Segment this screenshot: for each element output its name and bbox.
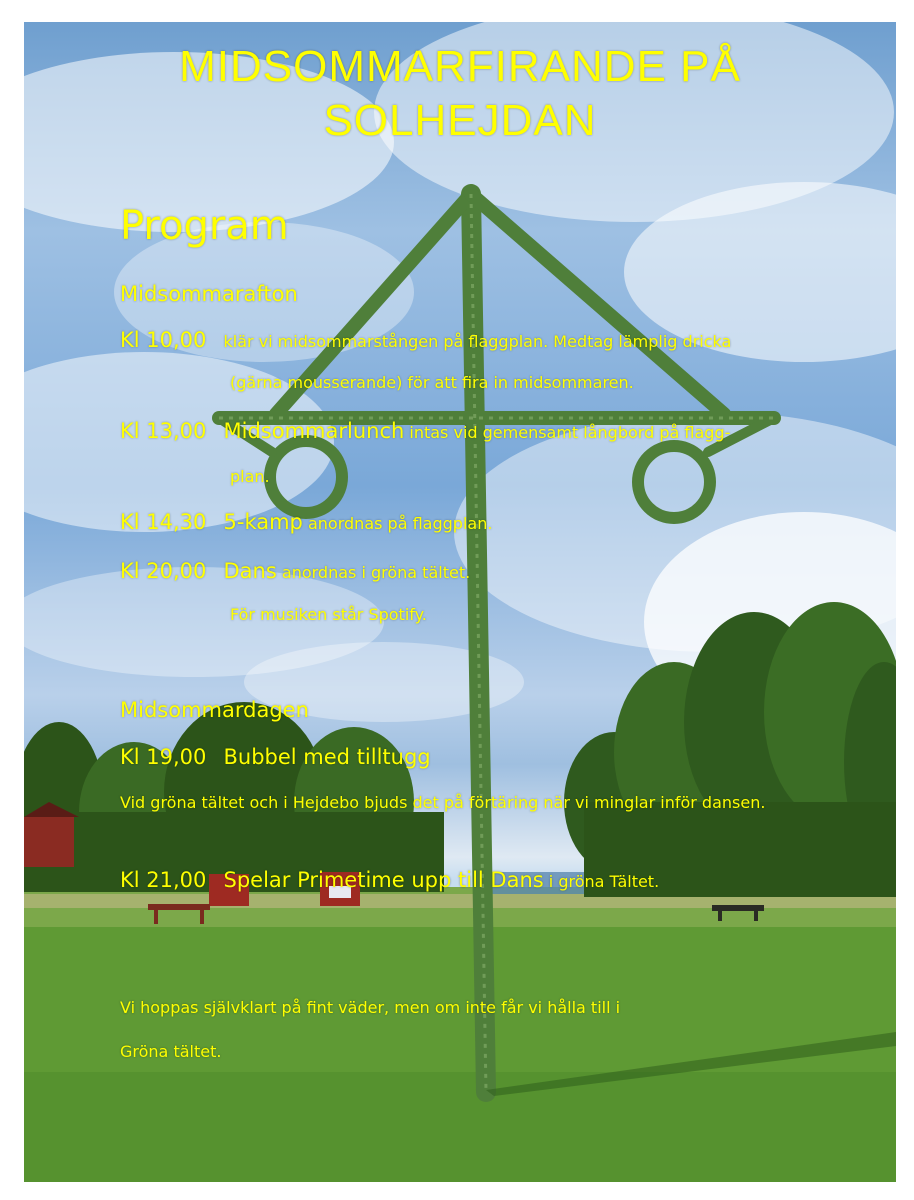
day-item-1-label: Bubbel med tilltugg	[223, 745, 431, 769]
eve-item-3-time: Kl 14,30	[120, 510, 207, 534]
eve-item-2-cont: plan.	[230, 467, 270, 486]
day-heading: Midsommardagen	[120, 698, 309, 722]
day-item-2	[120, 867, 659, 895]
closing-line-1: Vi hoppas självklart på fint väder, men om inte får vi hålla till i	[120, 998, 621, 1017]
eve-item-3-text: anordnas på flaggplan.	[307, 514, 493, 533]
poster-title	[24, 40, 896, 148]
eve-item-2-label: Midsommarlunch	[223, 419, 405, 443]
eve-item-4-label: Dans	[223, 559, 277, 583]
eve-item-3	[120, 509, 492, 537]
closing-line-2: Gröna tältet.	[120, 1042, 222, 1061]
title-line-1: MIDSOMMARFIRANDE PÅ	[179, 42, 741, 91]
eve-item-4-text: anordnas i gröna tältet.	[281, 563, 471, 582]
eve-item-2-text: intas vid gemensamt långbord på flagg-	[409, 423, 731, 442]
day-item-1	[120, 744, 431, 772]
eve-item-1-text: klär vi midsommarstången på flaggplan. Medtag lämplig dricka	[223, 332, 732, 351]
eve-item-1-time: Kl 10,00	[120, 328, 207, 352]
program-heading: Program	[120, 203, 289, 249]
title-line-2: SOLHEJDAN	[323, 96, 597, 145]
day-item-2-time: Kl 21,00	[120, 868, 207, 892]
text-layer	[24, 22, 896, 1182]
eve-item-4	[120, 558, 470, 586]
poster	[24, 22, 896, 1182]
eve-item-1	[120, 327, 731, 355]
eve-item-4-time: Kl 20,00	[120, 559, 207, 583]
day-item-1-time: Kl 19,00	[120, 745, 207, 769]
day-item-2-text: i gröna Tältet.	[548, 872, 660, 891]
eve-heading: Midsommarafton	[120, 282, 298, 306]
day-item-1-desc: Vid gröna tältet och i Hejdebo bjuds det på förtäring när vi minglar inför dansen.	[120, 793, 766, 812]
eve-item-3-label: 5-kamp	[223, 510, 303, 534]
eve-item-2	[120, 418, 730, 446]
eve-item-4-cont: För musiken står Spotify.	[230, 605, 427, 624]
eve-item-1-cont: (gärna mousserande) för att fira in midsommaren.	[230, 373, 634, 392]
day-item-2-label: Spelar Primetime upp till Dans	[223, 868, 544, 892]
eve-item-2-time: Kl 13,00	[120, 419, 207, 443]
